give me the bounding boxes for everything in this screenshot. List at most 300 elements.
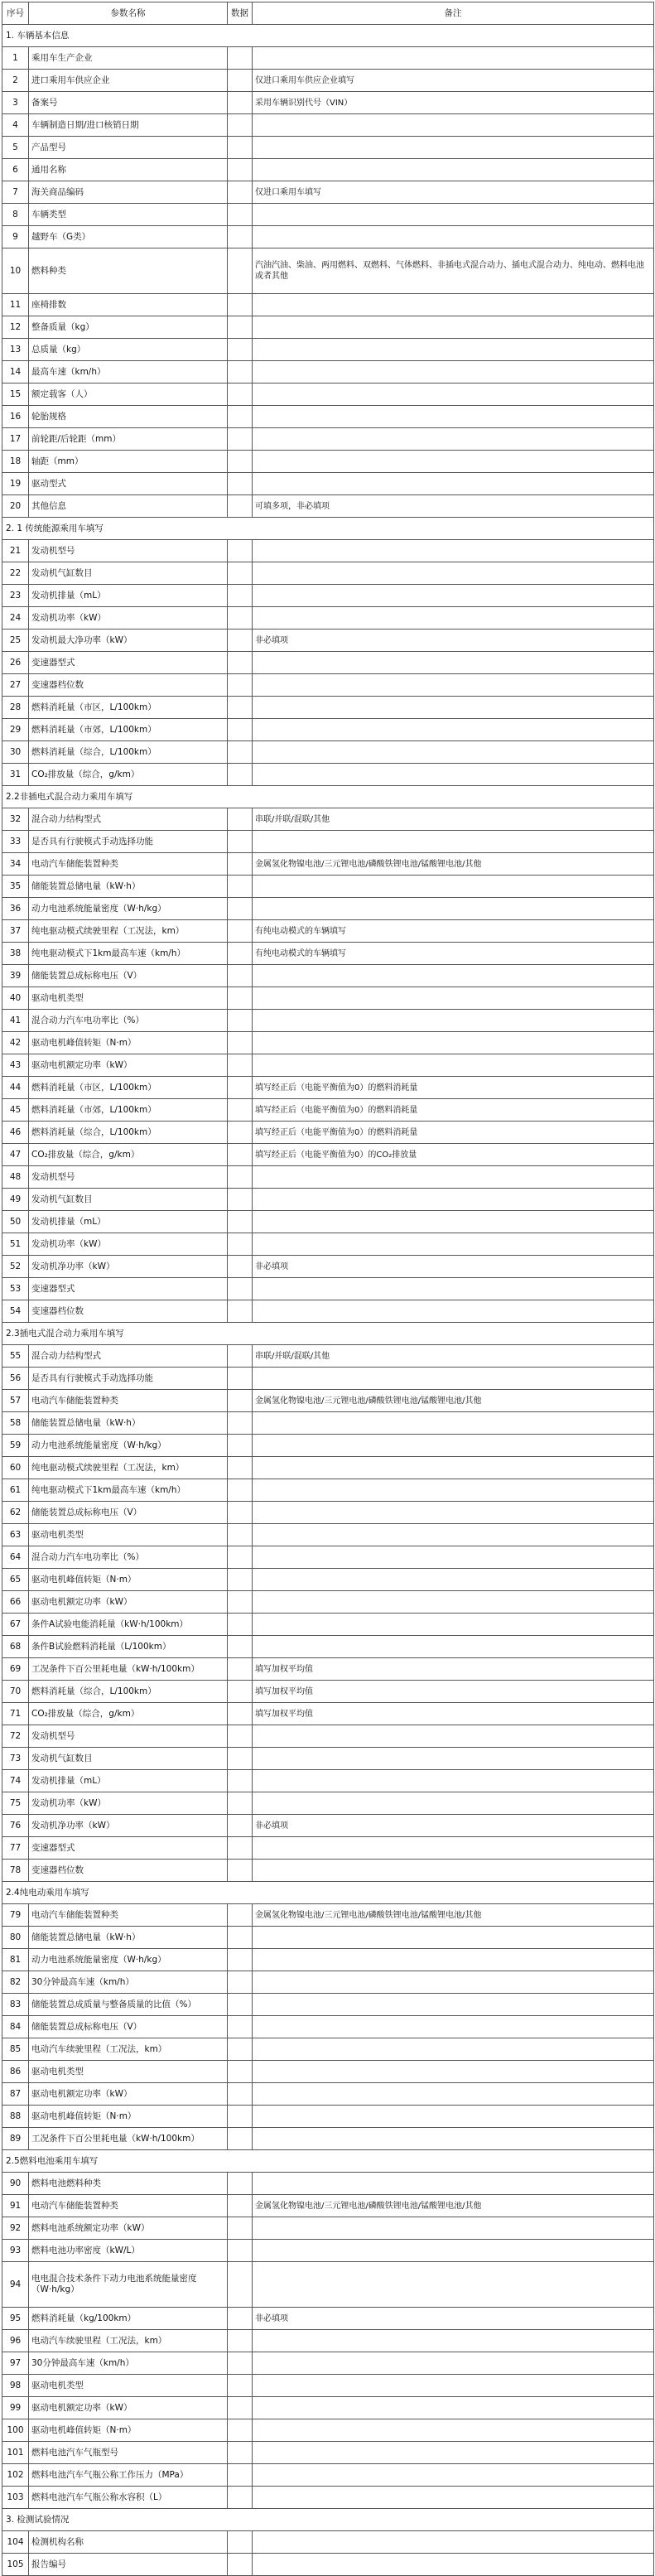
parameter-name: 驱动电机峰值转矩（N·m） [29,2106,228,2128]
data-cell [228,808,253,831]
table-row [2,1658,654,1681]
table-row [2,1479,654,1502]
data-cell [228,361,253,384]
parameter-name: CO₂排放量（综合，g/km） [29,764,228,786]
table-row [2,853,654,876]
data-cell [228,2554,253,2576]
parameter-name: 变速器档位数 [29,1860,228,1882]
row-number: 61 [2,1479,29,1502]
notes-cell [253,2554,654,2576]
table-row [2,451,654,473]
data-cell [228,1032,253,1054]
parameter-name: 电动汽车续驶里程（工况法，km） [29,2038,228,2061]
table-body [2,25,654,2576]
parameter-name: 燃料消耗量（kg/100km） [29,2308,228,2330]
data-cell [228,1703,253,1725]
row-number: 33 [2,831,29,853]
row-number: 42 [2,1032,29,1054]
row-number: 70 [2,1681,29,1703]
notes-cell: 可填多项，非必填项 [253,495,654,518]
data-cell [228,607,253,630]
parameter-name: 驱动电机类型 [29,2061,228,2083]
parameter-name: 储能装置总成质量与整备质量的比值（%） [29,1994,228,2016]
table-row [2,495,654,518]
parameter-name: 燃料电池燃料种类 [29,2173,228,2195]
data-cell [228,451,253,473]
notes-cell [253,1614,654,1636]
section-title: 2.2非插电式混合动力乘用车填写 [2,786,654,808]
table-row [2,2173,654,2195]
notes-cell [253,361,654,384]
table-row [2,808,654,831]
data-cell [228,2464,253,2487]
parameter-name: 纯电驱动模式下1km最高车速（km/h） [29,943,228,965]
row-number: 104 [2,2531,29,2554]
data-cell [228,2128,253,2150]
parameter-name: 储能装置总成标称电压（V） [29,965,228,987]
notes-cell [253,2240,654,2262]
data-cell [228,1077,253,1099]
data-cell [228,2217,253,2240]
row-number: 1 [2,47,29,70]
parameter-name: 前轮距/后轮距（mm） [29,428,228,451]
notes-cell [253,384,654,406]
notes-cell [253,741,654,764]
notes-cell [253,1166,654,1189]
table-row [2,2195,654,2217]
table-row [2,2217,654,2240]
parameter-name: 工况条件下百公里耗电量（kW·h/100km） [29,1658,228,1681]
notes-cell [253,2061,654,2083]
notes-cell [253,137,654,159]
notes-cell [253,473,654,495]
row-number: 67 [2,1614,29,1636]
parameter-name: 燃料消耗量（综合，L/100km） [29,1681,228,1703]
notes-cell: 金属氢化物镍电池/三元锂电池/磷酸铁锂电池/锰酸锂电池/其他 [253,1904,654,1927]
data-cell [228,853,253,876]
data-cell [228,1502,253,1524]
data-cell [228,2262,253,2308]
parameter-name: 发动机功率（kW） [29,1792,228,1815]
table-row [2,1860,654,1882]
data-cell [228,1725,253,1748]
table-row [2,2397,654,2419]
table-row [2,159,654,181]
data-cell [228,181,253,204]
notes-cell [253,965,654,987]
data-cell [228,70,253,92]
data-cell [228,764,253,786]
table-row [2,1122,654,1144]
notes-cell [253,2083,654,2106]
table-row [2,540,654,562]
data-cell [228,1837,253,1860]
notes-cell [253,2330,654,2352]
parameter-name: 驱动电机额定功率（kW） [29,2397,228,2419]
row-number: 26 [2,652,29,674]
row-number: 43 [2,1054,29,1077]
parameter-name: 最高车速（km/h） [29,361,228,384]
data-cell [228,920,253,943]
row-number: 73 [2,1748,29,1770]
data-cell [228,2195,253,2217]
notes-cell [253,585,654,607]
data-cell [228,562,253,585]
row-number: 54 [2,1300,29,1323]
data-cell [228,1681,253,1703]
data-cell [228,697,253,719]
section-header-row [2,25,654,47]
notes-cell [253,114,654,137]
row-number: 77 [2,1837,29,1860]
parameter-name: 变速器档位数 [29,1300,228,1323]
table-row [2,2352,654,2375]
notes-cell [253,1546,654,1569]
table-row [2,831,654,853]
data-cell [228,47,253,70]
row-number: 34 [2,853,29,876]
parameter-name: 储能装置总储电量（kW·h） [29,1927,228,1949]
table-row [2,1144,654,1166]
notes-cell [253,2397,654,2419]
table-row [2,1368,654,1390]
parameter-name: 额定载客（人） [29,384,228,406]
data-cell [228,2419,253,2442]
notes-cell [253,1927,654,1949]
row-number: 91 [2,2195,29,2217]
parameter-name: 进口乘用车供应企业 [29,70,228,92]
data-cell [228,540,253,562]
row-number: 82 [2,1971,29,1994]
notes-cell [253,2531,654,2554]
table-row [2,1412,654,1435]
data-cell [228,1792,253,1815]
notes-cell [253,339,654,361]
notes-cell [253,876,654,898]
parameter-name: 纯电驱动模式续驶里程（工况法，km） [29,920,228,943]
table-row [2,562,654,585]
parameter-name: 动力电池系统能量密度（W·h/kg） [29,1949,228,1971]
data-cell [228,1815,253,1837]
parameter-name: 发动机气缸数目 [29,1748,228,1770]
data-cell [228,1927,253,1949]
table-row [2,2128,654,2150]
row-number: 72 [2,1725,29,1748]
row-number: 50 [2,1211,29,1233]
table-row [2,1300,654,1323]
parameter-name: 总质量（kg） [29,339,228,361]
row-number: 86 [2,2061,29,2083]
table-row [2,1591,654,1614]
data-cell [228,1412,253,1435]
section-header-row [2,2150,654,2173]
data-cell [228,2487,253,2509]
data-cell [228,406,253,428]
notes-cell [253,674,654,697]
parameter-name: 电动汽车续驶里程（工况法，km） [29,2330,228,2352]
row-number: 101 [2,2442,29,2464]
parameter-name: 是否具有行驶模式手动选择功能 [29,831,228,853]
parameter-name: 燃料消耗量（综合，L/100km） [29,741,228,764]
table-row [2,1278,654,1300]
data-cell [228,674,253,697]
parameter-name: 发动机气缸数目 [29,562,228,585]
data-cell [228,1949,253,1971]
row-number: 75 [2,1792,29,1815]
table-row [2,248,654,294]
data-cell [228,1278,253,1300]
parameter-name: 电动汽车储能装置种类 [29,1904,228,1927]
parameter-table [2,2,654,2576]
row-number: 40 [2,987,29,1010]
row-number: 98 [2,2375,29,2397]
notes-cell: 填写经正后（电能平衡值为0）的燃料消耗量 [253,1099,654,1122]
row-number: 29 [2,719,29,741]
row-number: 105 [2,2554,29,2576]
table-row [2,473,654,495]
table-row [2,630,654,652]
notes-cell: 金属氢化物镍电池/三元锂电池/磷酸铁锂电池/锰酸锂电池/其他 [253,1390,654,1412]
row-number: 12 [2,316,29,339]
notes-cell [253,2173,654,2195]
row-number: 30 [2,741,29,764]
row-number: 52 [2,1256,29,1278]
table-row [2,1211,654,1233]
parameter-name: 燃料电池汽车气瓶型号 [29,2442,228,2464]
notes-cell [253,1770,654,1792]
data-cell [228,1994,253,2016]
data-cell [228,2352,253,2375]
parameter-name: 驱动型式 [29,473,228,495]
notes-cell [253,652,654,674]
table-row [2,674,654,697]
notes-cell: 串联/并联/混联/其他 [253,808,654,831]
header-no: 序号 [2,2,29,25]
row-number: 17 [2,428,29,451]
notes-cell [253,2487,654,2509]
notes-cell [253,2016,654,2038]
notes-cell [253,1010,654,1032]
data-cell [228,1233,253,1256]
table-row [2,876,654,898]
data-cell [228,1658,253,1681]
notes-cell [253,1233,654,1256]
row-number: 13 [2,339,29,361]
notes-cell: 金属氢化物镍电池/三元锂电池/磷酸铁锂电池/锰酸锂电池/其他 [253,2195,654,2217]
parameter-name: 动力电池系统能量密度（W·h/kg） [29,898,228,920]
table-row [2,1681,654,1703]
parameter-name: 工况条件下百公里耗电量（kW·h/100km） [29,2128,228,2150]
parameter-name: 发动机排量（mL） [29,1770,228,1792]
notes-cell [253,294,654,316]
section-title: 2.4纯电动乘用车填写 [2,1882,654,1904]
notes-cell [253,1278,654,1300]
section-header-row [2,2509,654,2531]
row-number: 39 [2,965,29,987]
parameter-name: 驱动电机峰值转矩（N·m） [29,1032,228,1054]
notes-cell [253,719,654,741]
row-number: 5 [2,137,29,159]
parameter-name: 储能装置总成标称电压（V） [29,2016,228,2038]
data-cell [228,1345,253,1368]
section-title: 1. 车辆基本信息 [2,25,654,47]
table-row [2,1189,654,1211]
table-row [2,1971,654,1994]
notes-cell [253,159,654,181]
data-cell [228,2397,253,2419]
parameter-name: 驱动电机额定功率（kW） [29,1054,228,1077]
table-header-row [2,2,654,25]
row-number: 25 [2,630,29,652]
table-row [2,1837,654,1860]
notes-cell [253,2419,654,2442]
data-cell [228,2173,253,2195]
parameter-name: 发动机最大净功率（kW） [29,630,228,652]
row-number: 10 [2,248,29,294]
data-cell [228,1054,253,1077]
parameter-name: 变速器型式 [29,1278,228,1300]
table-row [2,339,654,361]
row-number: 79 [2,1904,29,1927]
data-cell [228,1211,253,1233]
data-cell [228,652,253,674]
row-number: 44 [2,1077,29,1099]
row-number: 84 [2,2016,29,2038]
notes-cell: 有纯电动模式的车辆填写 [253,943,654,965]
notes-cell [253,1211,654,1233]
row-number: 93 [2,2240,29,2262]
parameter-name: 电动汽车储能装置种类 [29,853,228,876]
parameter-name: 30分钟最高车速（km/h） [29,2352,228,2375]
row-number: 56 [2,1368,29,1390]
notes-cell: 汽油汽油、柴油、两用燃料、双燃料、气体燃料、非插电式混合动力、插电式混合动力、纯电动、燃料电池或者其他 [253,248,654,294]
data-cell [228,1457,253,1479]
row-number: 58 [2,1412,29,1435]
parameter-name: 发动机净功率（kW） [29,1256,228,1278]
table-row [2,2464,654,2487]
notes-cell: 填写加权平均值 [253,1658,654,1681]
data-cell [228,1546,253,1569]
data-cell [228,2442,253,2464]
notes-cell: 填写加权平均值 [253,1681,654,1703]
table-row [2,965,654,987]
parameter-name: 发动机型号 [29,1166,228,1189]
notes-cell [253,1368,654,1390]
parameter-name: 发动机功率（kW） [29,607,228,630]
parameter-name: 燃料消耗量（市郊，L/100km） [29,719,228,741]
table-row [2,2330,654,2352]
data-cell [228,943,253,965]
data-cell [228,248,253,294]
section-title: 3. 检测试验情况 [2,2509,654,2531]
table-row [2,1994,654,2016]
table-row [2,406,654,428]
data-cell [228,1971,253,1994]
table-row [2,2083,654,2106]
row-number: 69 [2,1658,29,1681]
row-number: 76 [2,1815,29,1837]
row-number: 87 [2,2083,29,2106]
data-cell [228,719,253,741]
parameter-name: 是否具有行驶模式手动选择功能 [29,1368,228,1390]
table-row [2,92,654,114]
data-cell [228,2240,253,2262]
row-number: 62 [2,1502,29,1524]
row-number: 20 [2,495,29,518]
notes-cell [253,1569,654,1591]
notes-cell [253,1971,654,1994]
notes-cell: 非必填项 [253,1256,654,1278]
parameter-name: 发动机排量（mL） [29,585,228,607]
notes-cell [253,831,654,853]
data-cell [228,428,253,451]
table-row [2,70,654,92]
parameter-name: 发动机功率（kW） [29,1233,228,1256]
table-row [2,1815,654,1837]
parameter-name: 乘用车生产企业 [29,47,228,70]
row-number: 99 [2,2397,29,2419]
table-row [2,181,654,204]
table-row [2,428,654,451]
table-row [2,1904,654,1927]
header-data: 数据 [228,2,253,25]
data-cell [228,1770,253,1792]
row-number: 95 [2,2308,29,2330]
row-number: 22 [2,562,29,585]
parameter-name: 变速器型式 [29,652,228,674]
table-row [2,2531,654,2554]
parameter-name: 备案号 [29,92,228,114]
table-row [2,1390,654,1412]
row-number: 41 [2,1010,29,1032]
row-number: 66 [2,1591,29,1614]
parameter-name: 燃料电池汽车气瓶公称工作压力（MPa） [29,2464,228,2487]
data-cell [228,1636,253,1658]
table-row [2,2442,654,2464]
data-cell [228,1390,253,1412]
data-cell [228,1099,253,1122]
parameter-name: 发动机型号 [29,540,228,562]
data-cell [228,2061,253,2083]
row-number: 74 [2,1770,29,1792]
parameter-name: 轴距（mm） [29,451,228,473]
notes-cell [253,2128,654,2150]
parameter-name: 驱动电机峰值转矩（N·m） [29,2419,228,2442]
data-cell [228,384,253,406]
table-row [2,2375,654,2397]
table-row [2,1524,654,1546]
data-cell [228,316,253,339]
parameter-name: CO₂排放量（综合，g/km） [29,1144,228,1166]
data-cell [228,226,253,248]
data-cell [228,1748,253,1770]
data-cell [228,92,253,114]
table-row [2,2016,654,2038]
data-cell [228,630,253,652]
data-cell [228,1122,253,1144]
parameter-name: 电电混合技术条件下动力电池系统能量密度（W·h/kg） [29,2262,228,2308]
parameter-name: 驱动电机峰值转矩（N·m） [29,1569,228,1591]
data-cell [228,495,253,518]
notes-cell: 有纯电动模式的车辆填写 [253,920,654,943]
parameter-name: 电动汽车储能装置种类 [29,1390,228,1412]
row-number: 24 [2,607,29,630]
row-number: 83 [2,1994,29,2016]
notes-cell [253,1054,654,1077]
parameter-name: 发动机排量（mL） [29,1211,228,1233]
table-row [2,1949,654,1971]
notes-cell: 填写经正后（电能平衡值为0）的燃料消耗量 [253,1077,654,1099]
